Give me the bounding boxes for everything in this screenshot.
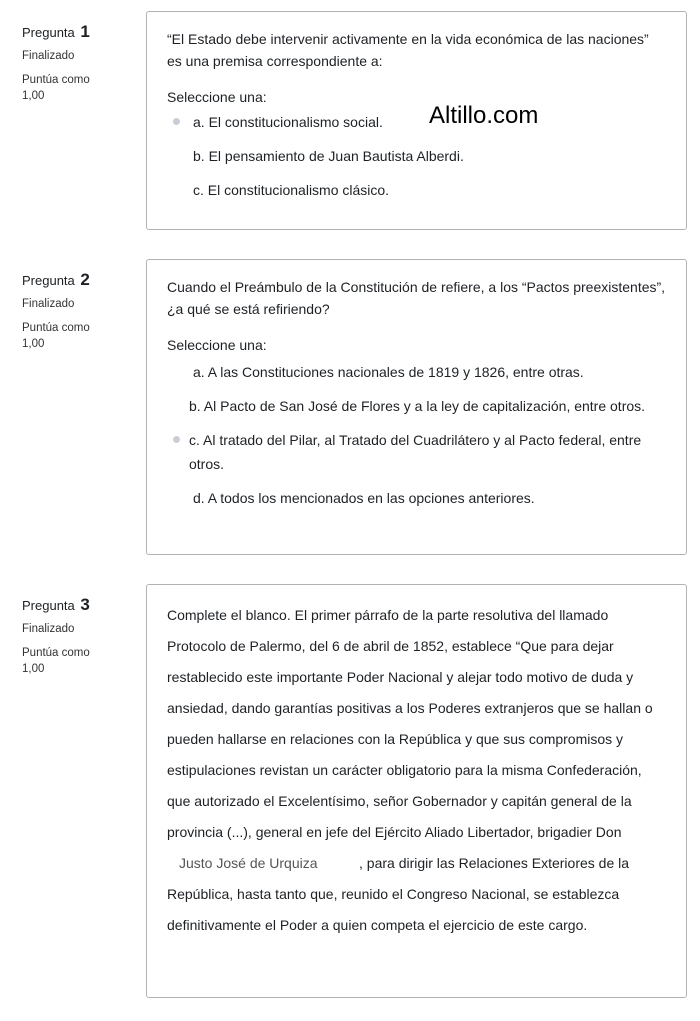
question-content-3 bbox=[146, 584, 687, 998]
question-content-1 bbox=[146, 11, 687, 230]
answer-options bbox=[167, 110, 666, 202]
answer-prompt: Seleccione una: bbox=[167, 337, 267, 353]
question-text: Cuando el Preámbulo de la Constitución de refiere, a los “Pactos preexistentes”, ¿a qué se está refiriendo? bbox=[167, 279, 666, 317]
answer-option[interactable]: c. Al tratado del Pilar, al Tratado del Cuadrilátero y al Pacto federal, entre otros. bbox=[167, 428, 666, 476]
answer-option[interactable]: a. A las Constituciones nacionales de 1819 y 1826, entre otras. bbox=[193, 364, 584, 380]
answer-option[interactable]: a. El constitucionalismo social. bbox=[167, 110, 666, 134]
question-text-continued: , para dirigir las Relaciones Exteriores de la República, hasta tanto que, reunido el Congreso Nacional, se establezca definitivamente el Poder a quien competa el ejercicio de este cargo. bbox=[167, 855, 630, 933]
answer-option[interactable]: d. A todos los mencionados en las opciones anteriores. bbox=[193, 490, 535, 506]
question-info-1 bbox=[22, 22, 132, 104]
answer-option[interactable]: b. Al Pacto de San José de Flores y a la ley de capitalización, entre otros. bbox=[189, 398, 646, 414]
question-number: Pregunta 2 bbox=[22, 270, 90, 289]
answer-option[interactable]: b. El pensamiento de Juan Bautista Alberdi. bbox=[193, 148, 464, 164]
fill-in-blank-field[interactable]: Justo José de Urquiza bbox=[179, 855, 318, 871]
question-state: Finalizado bbox=[22, 623, 75, 635]
question-number: Pregunta 1 bbox=[22, 22, 90, 41]
watermark-text: Altillo.com bbox=[429, 102, 539, 129]
radio-dot-icon[interactable] bbox=[173, 436, 180, 443]
question-info-2 bbox=[22, 270, 132, 352]
question-grade: Puntúa como 1,00 bbox=[22, 74, 90, 102]
question-content-2 bbox=[146, 259, 687, 555]
answer-prompt: Seleccione una: bbox=[167, 89, 267, 105]
question-state: Finalizado bbox=[22, 50, 75, 62]
question-info-3 bbox=[22, 595, 132, 677]
question-text: Complete el blanco. El primer párrafo de la parte resolutiva del llamado Protocolo de Palermo, del 6 de abril de 1852, establece “Que para dejar restablecido este importante Poder Nacional y alejar todo motivo de duda y ansiedad, dando garantías positivas a los Poderes extranjeros que se hallan o pueden hallarse en relaciones con la República y que sus compromisos y estipulaciones revistan un carácter obligatorio para la misma Confederación, que autorizado el Excelentísimo, señor Gobernador y capitán general de la provincia (...), general en jefe del Ejército Aliado Libertador, brigadier Don bbox=[167, 607, 653, 840]
question-state: Finalizado bbox=[22, 298, 75, 310]
question-number: Pregunta 3 bbox=[22, 595, 90, 614]
question-grade: Puntúa como 1,00 bbox=[22, 322, 90, 350]
radio-dot-icon[interactable] bbox=[173, 118, 180, 125]
question-text: “El Estado debe intervenir activamente en la vida económica de las naciones” es una premisa correspondiente a: bbox=[167, 31, 649, 69]
answer-options bbox=[167, 360, 666, 510]
answer-option[interactable]: c. El constitucionalismo clásico. bbox=[193, 182, 390, 198]
question-grade: Puntúa como 1,00 bbox=[22, 647, 90, 675]
